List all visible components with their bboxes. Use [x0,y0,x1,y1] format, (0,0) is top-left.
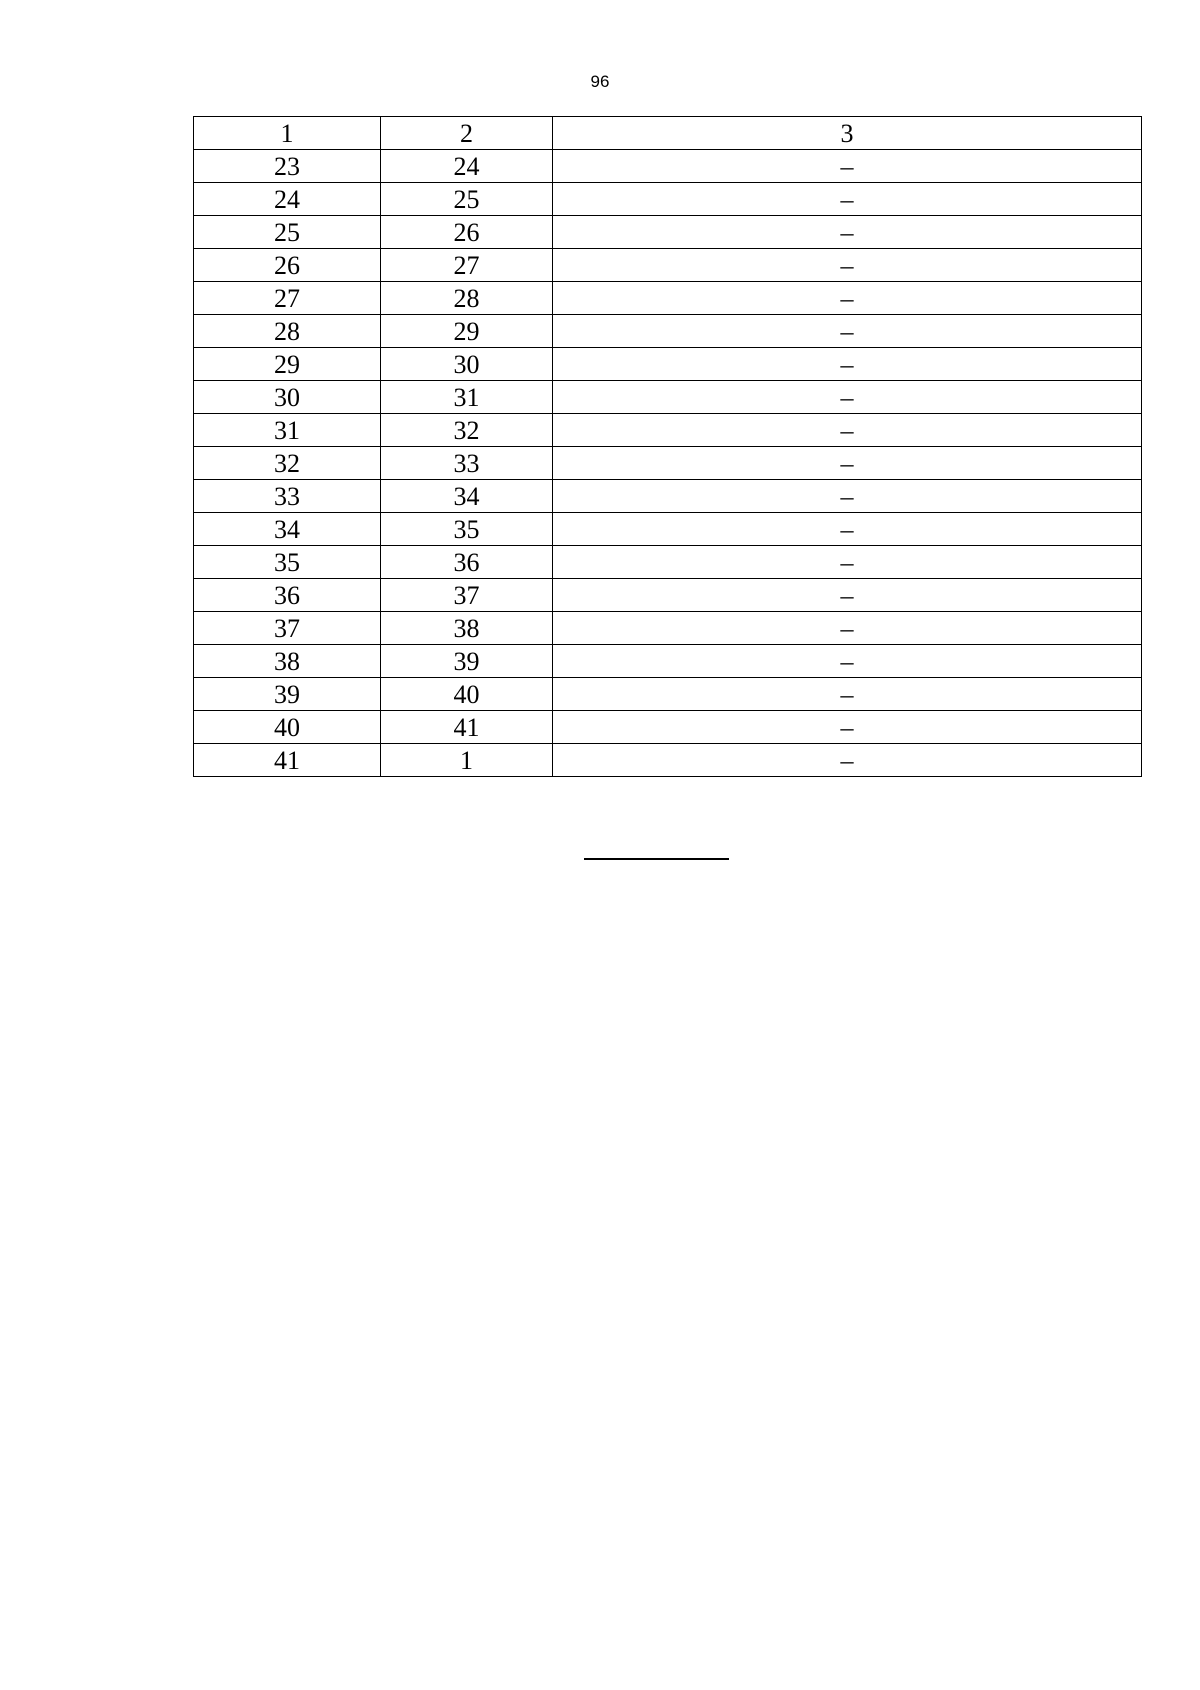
table-cell-col-2: 25 [381,183,553,216]
table-cell-col-3: – [553,381,1142,414]
table-cell-col-2: 27 [381,249,553,282]
table-cell-col-2: 36 [381,546,553,579]
table-cell-col-2: 39 [381,645,553,678]
column-header-3: 3 [553,117,1142,150]
table-cell-col-1: 23 [194,150,381,183]
table-cell-col-3: – [553,579,1142,612]
table-cell-col-2: 28 [381,282,553,315]
table-cell-col-2: 24 [381,150,553,183]
table-cell-col-1: 26 [194,249,381,282]
table-cell-col-2: 35 [381,513,553,546]
table-cell-col-3: – [553,480,1142,513]
table-cell-col-3: – [553,711,1142,744]
table-cell-col-1: 31 [194,414,381,447]
table-cell-col-3: – [553,645,1142,678]
column-header-1: 1 [194,117,381,150]
table-cell-col-3: – [553,348,1142,381]
table-cell-col-2: 30 [381,348,553,381]
table-cell-col-2: 37 [381,579,553,612]
table-cell-col-3: – [553,414,1142,447]
table-cell-col-3: – [553,612,1142,645]
table-row [194,513,1142,546]
table-cell-col-3: – [553,282,1142,315]
table-cell-col-2: 41 [381,711,553,744]
table-cell-col-3: – [553,150,1142,183]
table-row [194,183,1142,216]
table-row [194,249,1142,282]
table-row [194,645,1142,678]
table-cell-col-1: 40 [194,711,381,744]
table-row [194,447,1142,480]
table-row [194,348,1142,381]
table-row [194,744,1142,777]
table-cell-col-1: 36 [194,579,381,612]
table-row [194,315,1142,348]
table-cell-col-2: 32 [381,414,553,447]
table-cell-col-3: – [553,744,1142,777]
table-cell-col-2: 29 [381,315,553,348]
table-cell-col-1: 32 [194,447,381,480]
table-row [194,381,1142,414]
table-cell-col-1: 24 [194,183,381,216]
table-row [194,579,1142,612]
table-cell-col-3: – [553,249,1142,282]
table-cell-col-2: 33 [381,447,553,480]
table-row [194,711,1142,744]
table-row [194,282,1142,315]
table-cell-col-1: 29 [194,348,381,381]
table-row [194,612,1142,645]
page-number: 96 [590,72,610,91]
table-cell-col-3: – [553,447,1142,480]
end-rule-divider [584,858,729,860]
table-cell-col-1: 25 [194,216,381,249]
table-body [194,117,1142,777]
table-row [194,150,1142,183]
table-row [194,678,1142,711]
table-cell-col-2: 38 [381,612,553,645]
data-table [193,116,1142,777]
table-row [194,480,1142,513]
table-row [194,414,1142,447]
table-cell-col-1: 27 [194,282,381,315]
table-cell-col-1: 34 [194,513,381,546]
table-cell-col-2: 26 [381,216,553,249]
table-cell-col-3: – [553,678,1142,711]
table-cell-col-3: – [553,546,1142,579]
table-cell-col-1: 41 [194,744,381,777]
table-cell-col-1: 33 [194,480,381,513]
table-cell-col-1: 35 [194,546,381,579]
table-cell-col-3: – [553,513,1142,546]
table-header-row [194,117,1142,150]
table-cell-col-3: – [553,216,1142,249]
table-cell-col-2: 40 [381,678,553,711]
table-cell-col-2: 1 [381,744,553,777]
column-header-2: 2 [381,117,553,150]
table-cell-col-1: 28 [194,315,381,348]
table-row [194,546,1142,579]
table-cell-col-1: 39 [194,678,381,711]
table-cell-col-1: 37 [194,612,381,645]
table-cell-col-1: 30 [194,381,381,414]
table-cell-col-2: 31 [381,381,553,414]
table-cell-col-3: – [553,183,1142,216]
table-cell-col-1: 38 [194,645,381,678]
table-cell-col-2: 34 [381,480,553,513]
table-row [194,216,1142,249]
table-cell-col-3: – [553,315,1142,348]
